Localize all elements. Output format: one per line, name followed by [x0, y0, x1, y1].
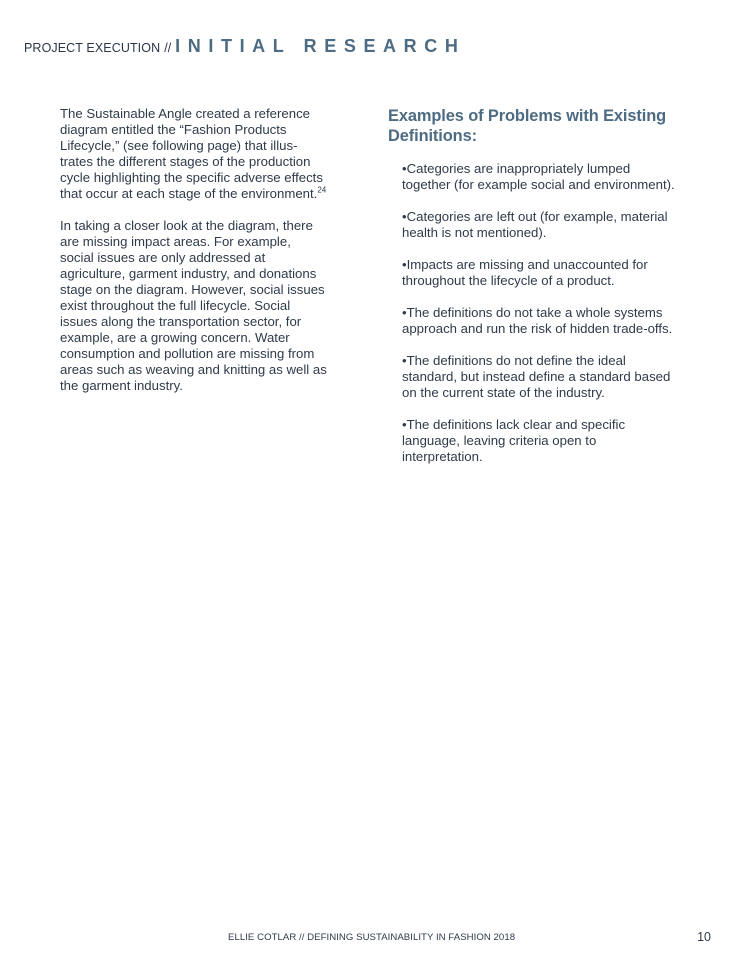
page-title: INITIAL RESEARCH [175, 36, 466, 56]
problems-heading: Examples of Problems with Existing Definitions: [388, 107, 667, 145]
list-item: •Categories are left out (for example, material health is not mentioned). [402, 209, 668, 240]
left-column [60, 106, 328, 410]
list-item: •Impacts are missing and unaccounted for throughout the lifecycle of a product. [402, 257, 648, 288]
header-separator: // [164, 41, 172, 55]
list-item: •Categories are inappropriately lumped together (for example social and environment). [402, 161, 675, 192]
list-item: •The definitions do not define the ideal standard, but instead define a standard based on the current state of the industry. [402, 353, 671, 400]
list-item: •The definitions do not take a whole systems approach and run the risk of hidden trade-offs. [402, 305, 673, 336]
list-item: •The definitions lack clear and specific language, leaving criteria open to interpretation. [402, 417, 626, 464]
body-paragraph-1 [60, 106, 328, 202]
body-paragraph-2: In taking a closer look at the diagram, there are missing impact areas. For example, social issues are only addressed at agriculture, garment industry, and donations stage on the diagram. However, social issues exist throughout the full lifecycle. Social issues along the transportation sector, for example, are a growing concern. Water consumption and pollution are missing from areas such as weaving and knitting as well as the garment industry. [60, 218, 327, 393]
right-column [388, 106, 678, 481]
section-label: PROJECT EXECUTION [24, 41, 161, 55]
page-header [24, 36, 465, 57]
body-paragraph-1-text: The Sustainable Angle created a reference diagram entitled the “Fashion Products Lifecycle,” (see following page) that illus-trates the different stages of the production cycle highlighting the specific adverse effects that occur at each stage of the environment. [60, 106, 323, 201]
page-number: 10 [697, 930, 711, 944]
problems-list [388, 161, 678, 465]
footnote-reference: 24 [317, 185, 327, 195]
footer-text: ELLIE COTLAR // DEFINING SUSTAINABILITY IN FASHION 2018 [228, 932, 516, 943]
